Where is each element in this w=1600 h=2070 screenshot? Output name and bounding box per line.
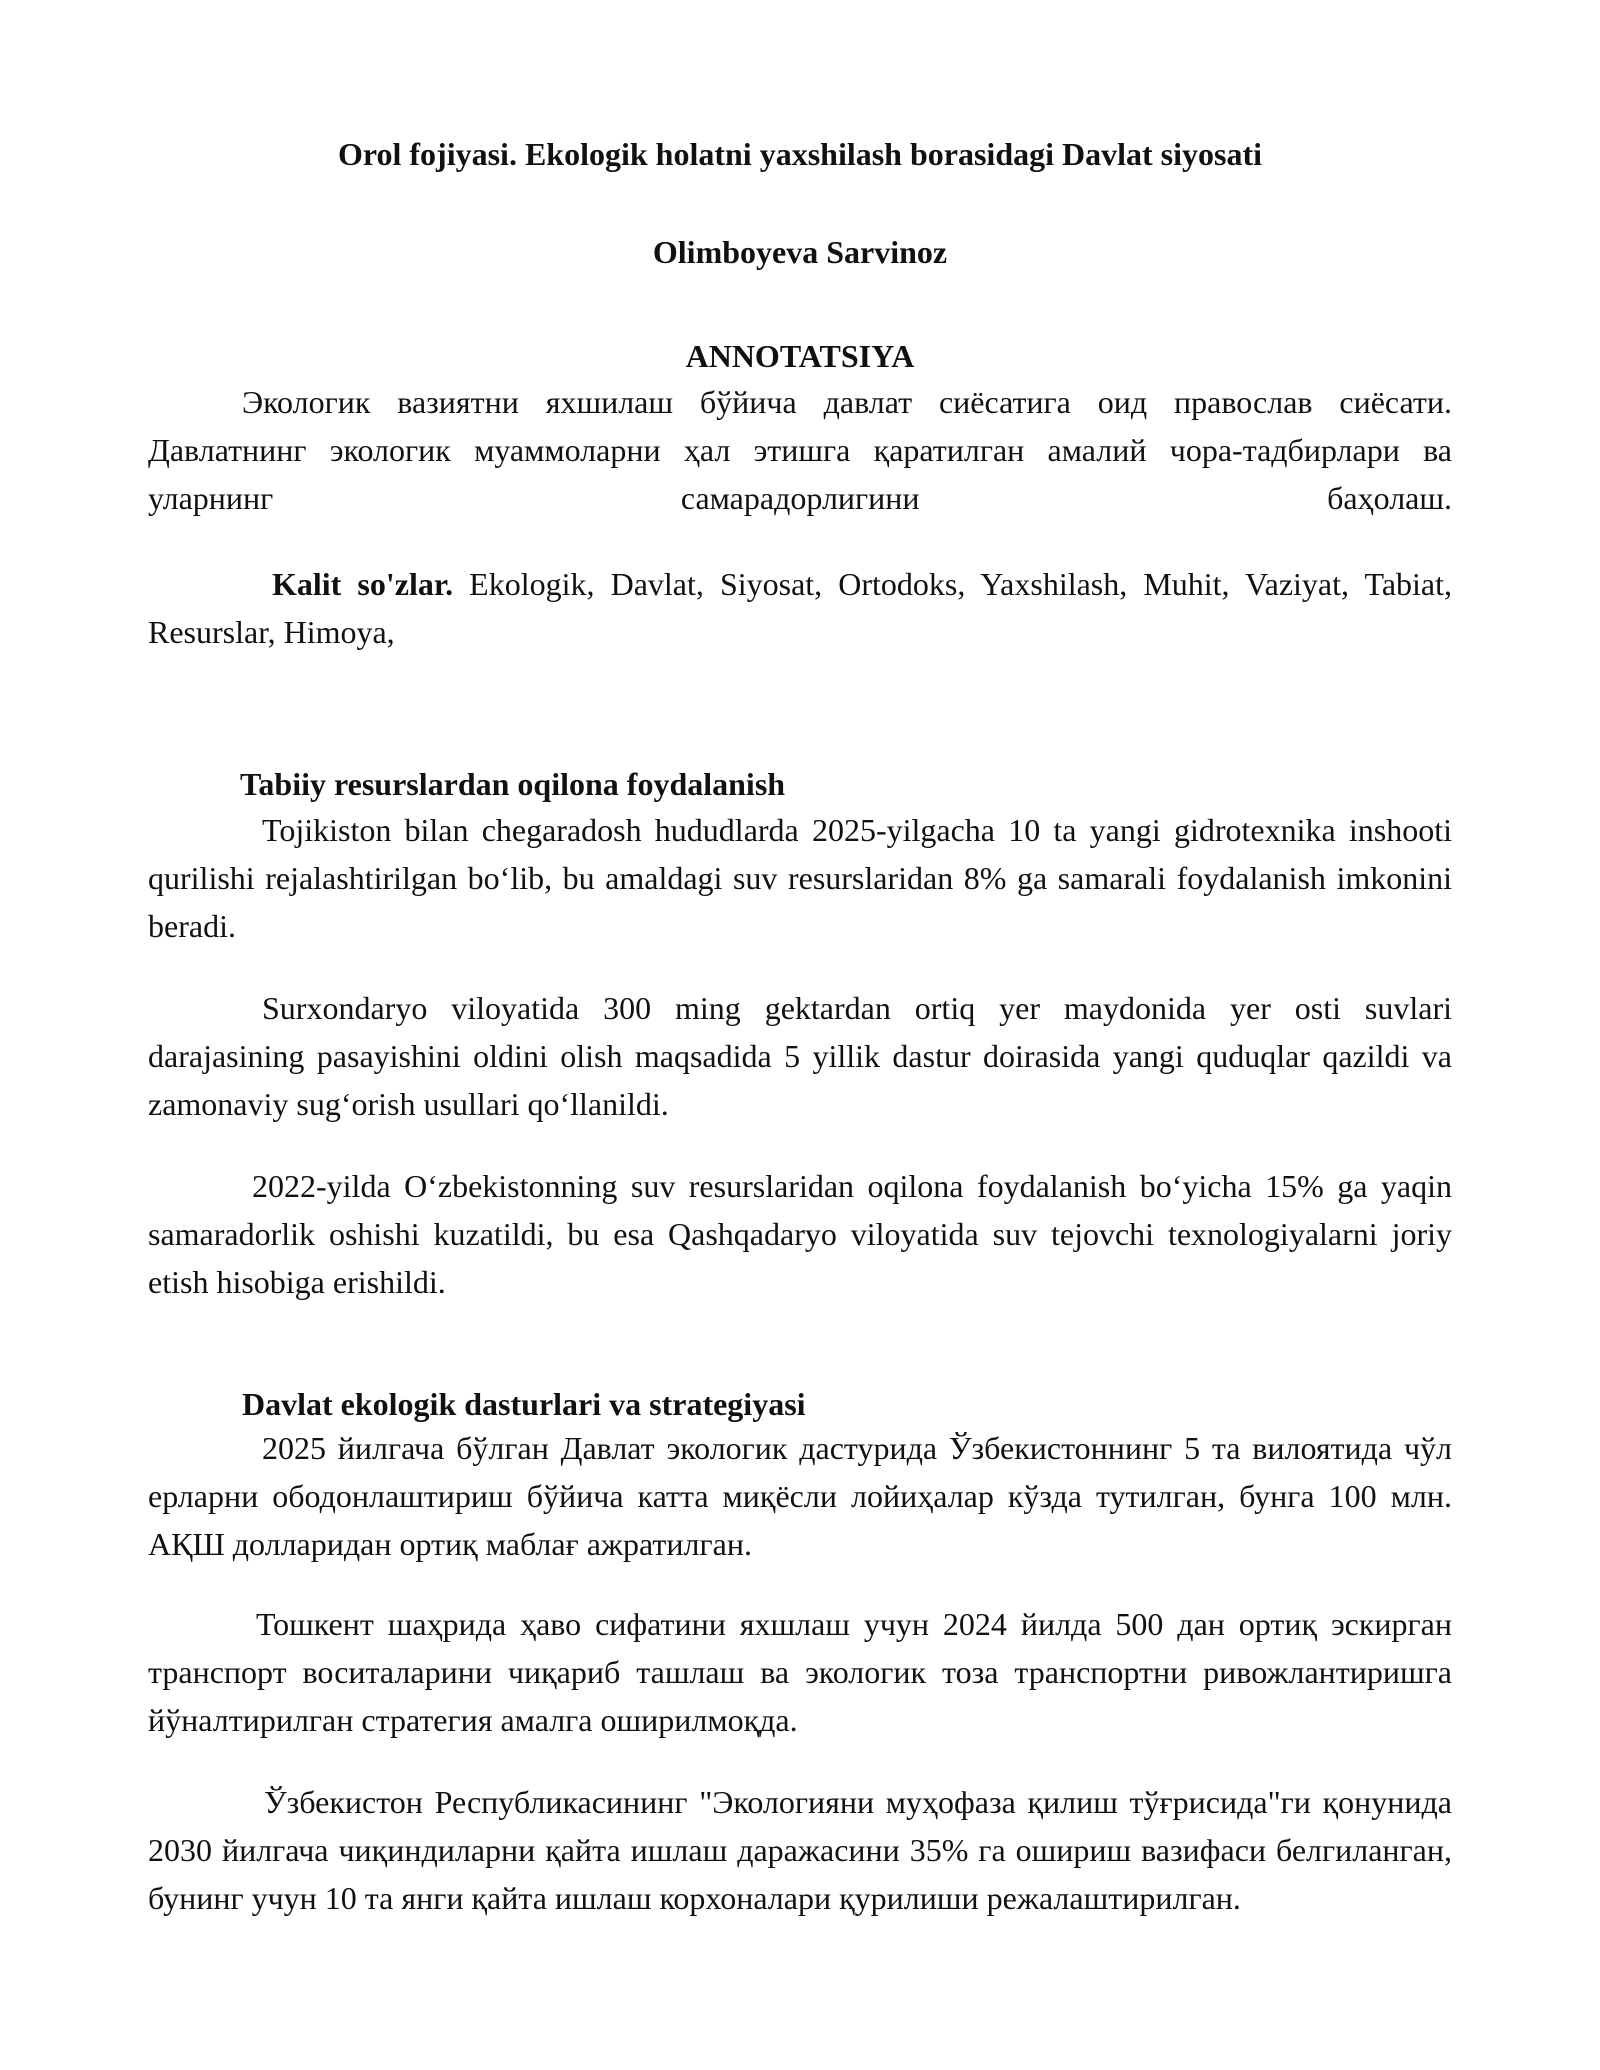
section-2-paragraph-2: Тошкент шаҳрида ҳаво сифатини яхшлаш учун 2024 йилда 500 дан ортиқ эскирган транспорт воситаларини чиқариб ташлаш ва экологик тоза транспортни ривожлантиришга йўналтирилган стратегия амалга оширилмоқда. <box>148 1606 1452 1738</box>
section-1-paragraph-2: Surxondaryo viloyatida 300 ming gektardan ortiq yer maydonida yer osti suvlari darajasining pasayishini oldini olish maqsadida 5 yillik dastur doirasida yangi quduqlar qazildi va zamonaviy sugʻorish usullari qoʻllanildi. <box>148 990 1452 1122</box>
section-2-paragraph-3: Ўзбекистон Республикасининг "Экологияни муҳофаза қилиш тўғрисида"ги қонунида 2030 йилгача чиқиндиларни қайта ишлаш даражасини 35% га ошириш вазифаси белгиланган, бунинг учун 10 та янги қайта ишлаш корхоналари қурилиши режалаштирилган. <box>148 1784 1452 1916</box>
section-heading-state-programs: Davlat ekologik dasturlari va strategiyasi <box>242 1386 806 1422</box>
keywords-label: Kalit so'zlar. <box>272 566 454 602</box>
section-2-paragraph-1: 2025 йилгача бўлган Давлат экологик дастурида Ўзбекистоннинг 5 та вилоятида чўл ерларни ободонлаштириш бўйича катта миқёсли лойиҳалар кўзда тутилган, бунга 100 млн. АҚШ долларидан ортиқ маблағ ажратилган. <box>148 1430 1452 1562</box>
document-page <box>148 0 1452 2070</box>
keywords-paragraph <box>148 560 1452 656</box>
abstract-heading: ANNOTATSIYA <box>685 338 915 374</box>
keywords-list: Ekologik, Davlat, Siyosat, Ortodoks, Yaxshilash, Muhit, Vaziyat, Tabiat, Resurslar, Himoya, <box>148 566 1453 650</box>
document-title: Orol fojiyasi. Ekologik holatni yaxshilash borasidagi Davlat siyosati <box>337 136 1262 172</box>
author-name: Olimboyeva Sarvinoz <box>652 234 948 270</box>
section-heading-natural-resources: Tabiiy resurslardan oqilona foydalanish <box>240 766 786 802</box>
abstract-text: Экологик вазиятни яхшилаш бўйича давлат сиёсатига оид православ сиёсати. Давлатнинг экологик муаммоларни ҳал этишга қаратилган амалий чора-тадбирлари ва уларнинг самарадорлигини баҳолаш. <box>148 384 1452 516</box>
section-1-paragraph-1: Tojikiston bilan chegaradosh hududlarda 2025-yilgacha 10 ta yangi gidrotexnika inshooti qurilishi rejalashtirilgan boʻlib, bu amaldagi suv resurslaridan 8% ga samarali foydalanish imkonini beradi. <box>148 812 1452 944</box>
section-1-paragraph-3: 2022-yilda Oʻzbekistonning suv resurslaridan oqilona foydalanish boʻyicha 15% ga yaqin samaradorlik oshishi kuzatildi, bu esa Qashqadaryo viloyatida suv tejovchi texnologiyalarni joriy etish hisobiga erishildi. <box>148 1168 1452 1300</box>
